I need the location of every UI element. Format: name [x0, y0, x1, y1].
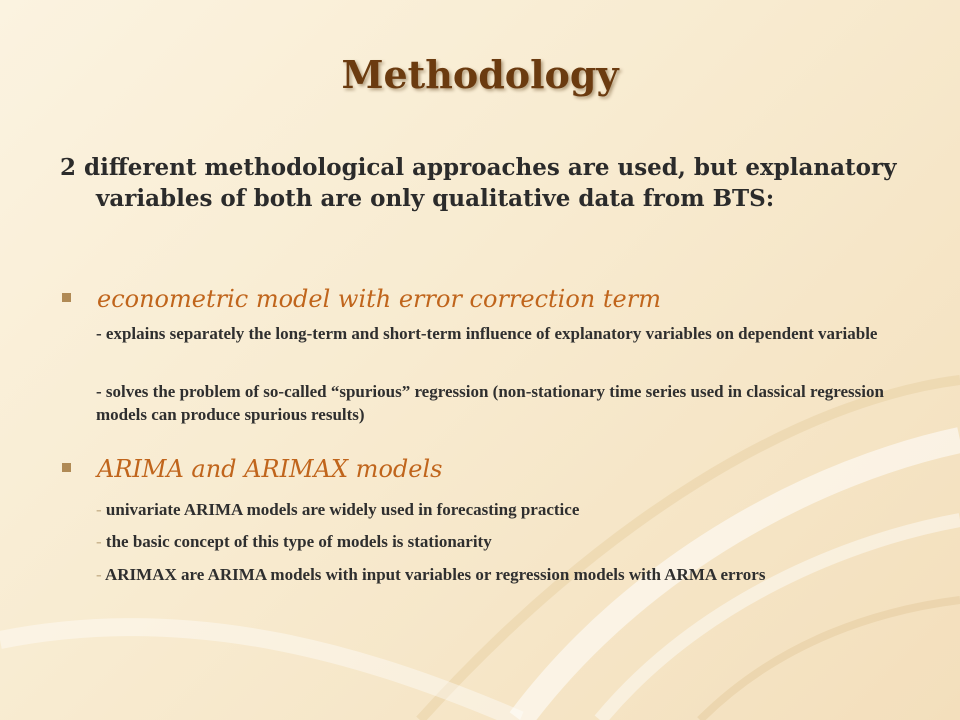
list-item — [96, 498, 896, 521]
list-item — [96, 563, 896, 586]
section-heading-arima — [62, 454, 442, 484]
list-item-text: univariate ARIMA models are widely used in forecasting practice — [105, 500, 580, 519]
section-heading-label: econometric model with error correction term — [97, 285, 661, 313]
dash-marker: - — [96, 565, 105, 584]
slide-title: Methodology — [341, 52, 619, 97]
list-item-text: the basic concept of this type of models is stationarity — [105, 532, 492, 551]
dash-marker: - — [96, 500, 106, 519]
list-item: - solves the problem of so-called “spurious” regression (non-stationary time series used in classical regression models can produce spurious results) — [96, 382, 884, 424]
list-item-text: ARIMAX are ARIMA models with input variables or regression models with ARMA errors — [104, 565, 766, 584]
square-bullet-icon — [62, 293, 71, 302]
list-item: - explains separately the long-term and short-term influence of explanatory variables on dependent variable — [96, 324, 878, 343]
intro-text: 2 different methodological approaches are used, but explanatory variables of both are only qualitative data from BTS: — [60, 154, 897, 212]
square-bullet-icon — [62, 463, 71, 472]
list-item — [96, 530, 896, 553]
section-heading-label: ARIMA and ARIMAX models — [97, 455, 443, 483]
dash-marker: - — [96, 532, 106, 551]
section-heading-econometric — [62, 284, 661, 314]
